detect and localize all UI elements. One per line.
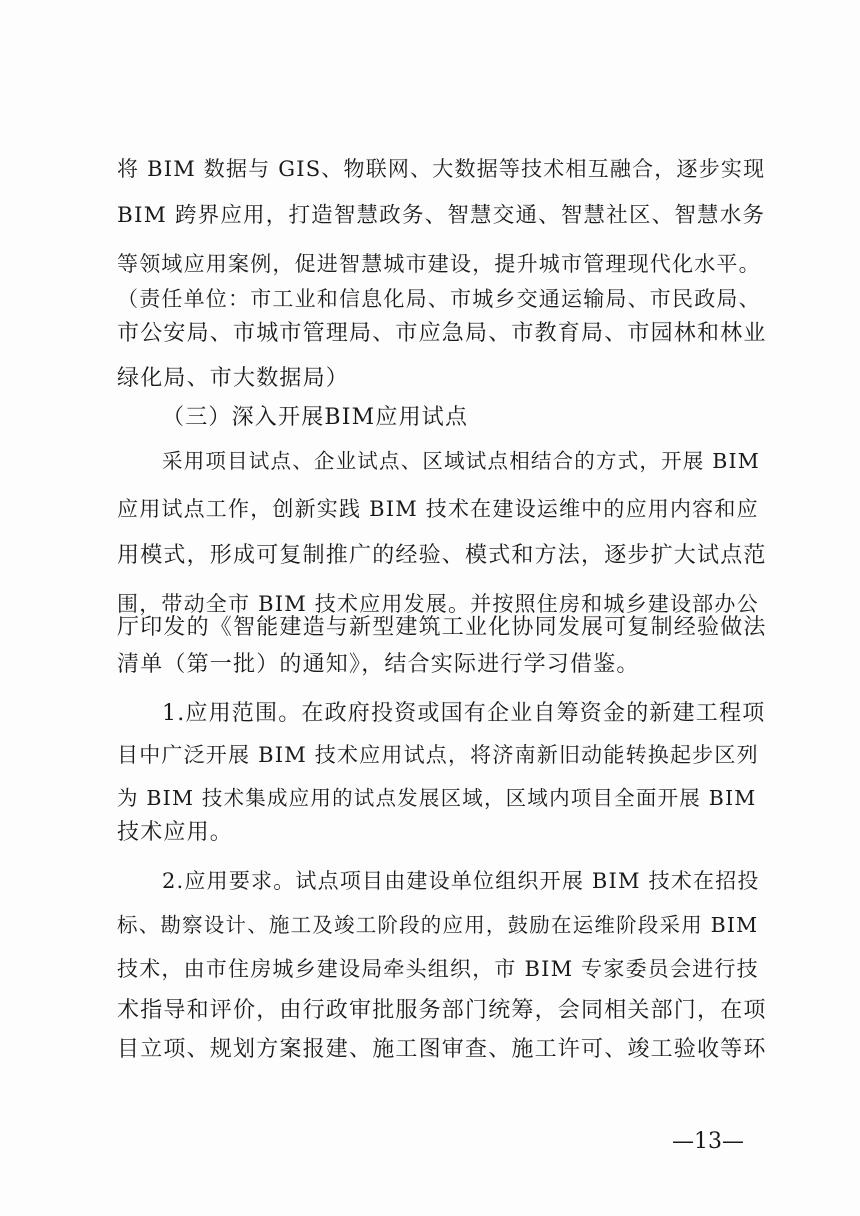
text-line: 为 BIM 技术集成应用的试点发展区域，区域内项目全面开展 BIM <box>117 786 757 810</box>
text-line: 目中广泛开展 BIM 技术应用试点，将济南新旧动能转换起步区列 <box>117 743 759 767</box>
text-line: （责任单位：市工业和信息化局、市城乡交通运输局、市民政局、 <box>117 287 761 311</box>
text-line: 绿化局、市大数据局） <box>117 366 350 391</box>
text-line: 市公安局、市城市管理局、市应急局、市教育局、市园林和林业 <box>117 321 767 346</box>
text-line: 应用试点工作，创新实践 BIM 技术在建设运维中的应用内容和应 <box>117 497 759 521</box>
page-number: —13— <box>672 1129 744 1154</box>
text-line: 清单（第一批）的通知》，结合实际进行学习借鉴。 <box>117 652 640 677</box>
text-line: 围，带动全市 BIM 技术应用发展。并按照住房和城乡建设部办公 <box>117 592 759 616</box>
text-line: 目立项、规划方案报建、施工图审查、施工许可、竣工验收等环 <box>117 1037 767 1062</box>
text-line: 等领域应用案例，促进智慧城市建设，提升城市管理现代化水平。 <box>117 252 761 276</box>
text-line: 标、勘察设计、施工及竣工阶段的应用，鼓励在运维阶段采用 BIM <box>117 913 759 937</box>
text-line: 将 BIM 数据与 GIS、物联网、大数据等技术相互融合，逐步实现 <box>117 157 766 181</box>
text-line: 技术，由市住房城乡建设局牵头组织，市 BIM 专家委员会进行技 <box>117 957 759 981</box>
text-line: 技术应用。 <box>117 820 234 845</box>
section-heading: （三）深入开展BIM应用试点 <box>162 405 469 430</box>
text-line: BIM 跨界应用，打造智慧政务、智慧交通、智慧社区、智慧水务 <box>117 203 766 228</box>
text-line: 厅印发的《智能建造与新型建筑工业化协同发展可复制经验做法 <box>117 615 767 640</box>
text-line: 采用项目试点、企业试点、区域试点相结合的方式，开展 BIM <box>162 449 760 473</box>
text-line: 术指导和评价，由行政审批服务部门统筹，会同相关部门，在项 <box>117 998 767 1023</box>
text-line: 用模式，形成可复制推广的经验、模式和方法，逐步扩大试点范 <box>117 543 767 568</box>
text-line: 2.应用要求。试点项目由建设单位组织开展 BIM 技术在招投 <box>162 869 760 893</box>
text-line: 1.应用范围。在政府投资或国有企业自筹资金的新建工程项 <box>162 701 766 726</box>
